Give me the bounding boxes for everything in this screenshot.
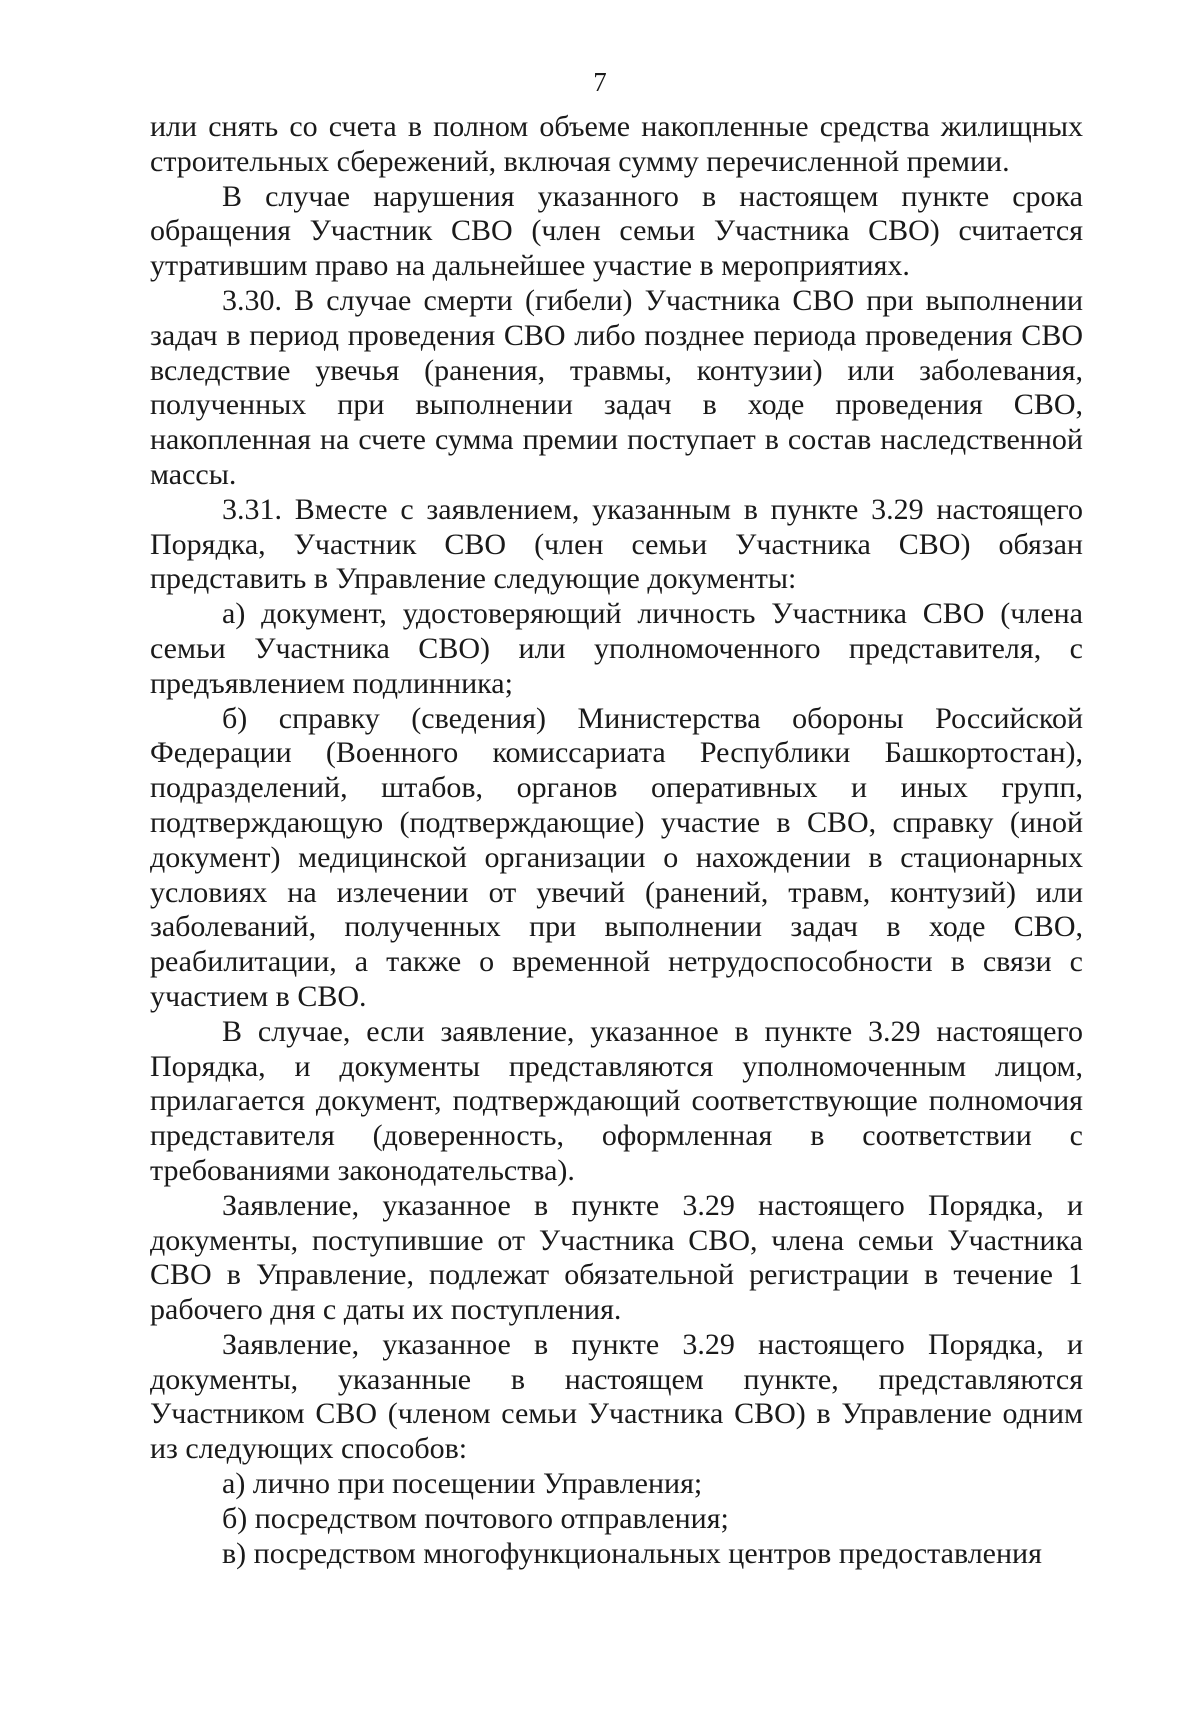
paragraph-submission-methods: Заявление, указанное в пункте 3.29 настоящего Порядка, и документы, указанные в настоящем пункте, представляются Участником СВО (членом семьи Участника СВО) в Управление одним из следующих способов: <box>150 1327 1083 1466</box>
method-item-v: в) посредством многофункциональных центров предоставления <box>222 1536 1042 1570</box>
list-item-b: б) справку (сведения) Министерства обороны Российской Федерации (Военного комиссариата Республики Башкортостан), подразделений, штабов, органов оперативных и иных групп, подтверждающую (подтверждающие) участие в СВО, справку (иной документ) медицинской организации о нахождении в стационарных условиях на излечении от увечий (ранений, травм, контузий) или заболеваний, полученных при выполнении задач в ходе СВО, реабилитации, а также о временной нетрудоспособности в связи с участием в СВО. <box>150 701 1083 1013</box>
list-item-a: а) документ, удостоверяющий личность Участника СВО (члена семьи Участника СВО) или уполномоченного представителя, с предъявлением подлинника; <box>150 597 1083 700</box>
document-body <box>150 110 1083 1571</box>
paragraph-registration: Заявление, указанное в пункте 3.29 настоящего Порядка, и документы, поступившие от Участника СВО, члена семьи Участника СВО в Управление, подлежат обязательной регистрации в течение 1 рабочего дня с даты их поступления. <box>150 1188 1083 1327</box>
paragraph-1: или снять со счета в полном объеме накопленные средства жилищных строительных сбережений, включая сумму перечисленной премии. <box>150 110 1083 178</box>
paragraph-2: В случае нарушения указанного в настоящем пункте срока обращения Участник СВО (член семьи Участника СВО) считается утратившим право на дальнейшее участие в мероприятиях. <box>150 179 1083 283</box>
method-item-a: а) лично при посещении Управления; <box>222 1467 703 1501</box>
paragraph-3-31: 3.31. Вместе с заявлением, указанным в пункте 3.29 настоящего Порядка, Участник СВО (член семьи Участника СВО) обязан представить в Управление следующие документы: <box>150 492 1083 596</box>
paragraph-representative: В случае, если заявление, указанное в пункте 3.29 настоящего Порядка, и документы представляются уполномоченным лицом, прилагается документ, подтверждающий соответствующие полномочия представителя (доверенность, оформленная в соответствии с требованиями законодательства). <box>150 1014 1083 1187</box>
method-item-b: б) посредством почтового отправления; <box>222 1501 729 1535</box>
page-number: 7 <box>593 67 607 97</box>
paragraph-3-30: 3.30. В случае смерти (гибели) Участника СВО при выполнении задач в период проведения СВО либо позднее периода проведения СВО вследствие увечья (ранения, травмы, контузии) или заболевания, полученных при выполнении задач в ходе проведения СВО, накопленная на счете сумма премии поступает в состав наследственной массы. <box>150 283 1083 491</box>
